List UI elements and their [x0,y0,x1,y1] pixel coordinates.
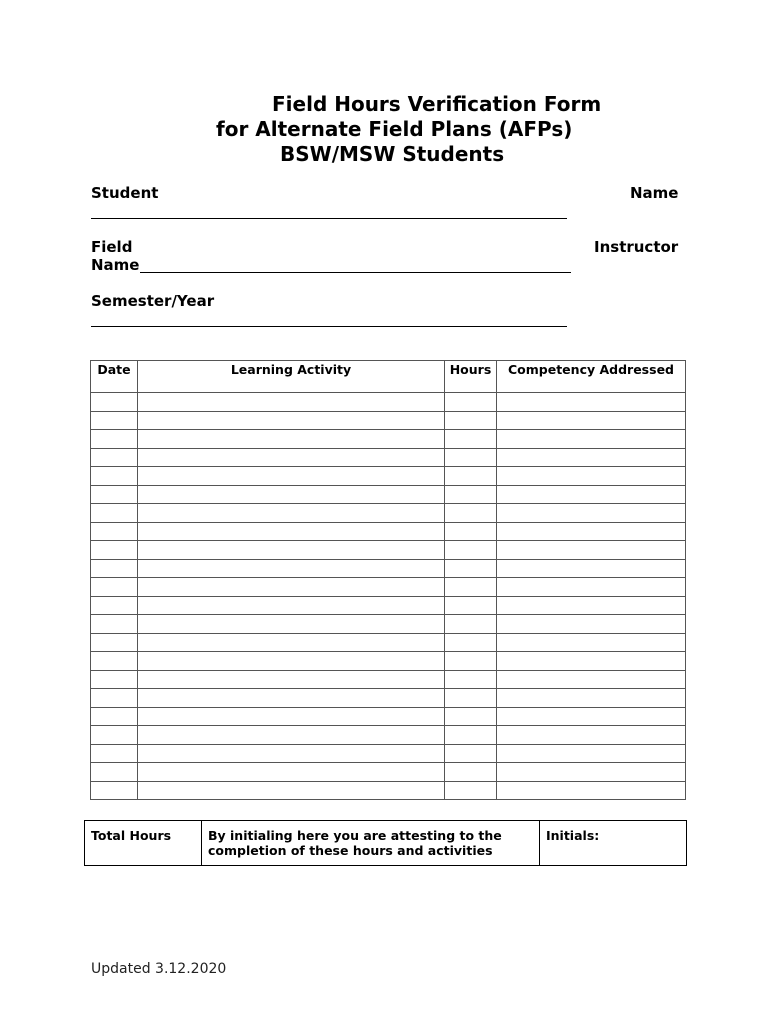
competency-cell[interactable] [497,541,686,560]
learning-activity-cell[interactable] [138,633,445,652]
table-row [91,485,686,504]
instructor-label: Instructor [594,238,679,256]
date-cell[interactable] [91,578,138,597]
date-cell[interactable] [91,541,138,560]
competency-cell[interactable] [497,411,686,430]
hours-cell[interactable] [445,652,497,671]
title-line-2: for Alternate Field Plans (AFPs) [216,117,573,141]
hours-cell[interactable] [445,726,497,745]
competency-cell[interactable] [497,781,686,800]
attestation-text: By initialing here you are attesting to the completion of these hours and activities [202,821,540,866]
title-line-3: BSW/MSW Students [280,142,505,166]
competency-cell[interactable] [497,707,686,726]
table-row [91,467,686,486]
competency-cell[interactable] [497,615,686,634]
date-cell[interactable] [91,430,138,449]
competency-cell[interactable] [497,448,686,467]
competency-cell[interactable] [497,559,686,578]
hours-cell[interactable] [445,522,497,541]
date-cell[interactable] [91,448,138,467]
table-body [91,393,686,800]
table-row [91,448,686,467]
totals-table [84,820,687,866]
learning-activity-cell[interactable] [138,615,445,634]
date-cell[interactable] [91,707,138,726]
hours-cell[interactable] [445,670,497,689]
competency-cell[interactable] [497,467,686,486]
table-row [91,430,686,449]
learning-activity-cell[interactable] [138,541,445,560]
date-cell[interactable] [91,522,138,541]
hours-cell[interactable] [445,781,497,800]
table-row [91,689,686,708]
student-name-line[interactable] [91,218,567,219]
date-cell[interactable] [91,633,138,652]
date-cell[interactable] [91,615,138,634]
competency-cell[interactable] [497,430,686,449]
table-header-row [91,361,686,393]
table-row [91,596,686,615]
table-row [91,781,686,800]
table-row [91,670,686,689]
table-row [91,541,686,560]
name-label: Name [630,184,679,202]
table-row [91,726,686,745]
title-line-1: Field Hours Verification Form [272,92,602,116]
learning-activity-cell[interactable] [138,652,445,671]
learning-activity-cell[interactable] [138,707,445,726]
hours-cell[interactable] [445,430,497,449]
competency-cell[interactable] [497,726,686,745]
total-hours-cell[interactable]: Total Hours [85,821,202,866]
header-date: Date [91,361,138,393]
date-cell[interactable] [91,559,138,578]
learning-activity-cell[interactable] [138,393,445,412]
table-row [91,522,686,541]
date-cell[interactable] [91,485,138,504]
learning-activity-cell[interactable] [138,726,445,745]
hours-cell[interactable] [445,596,497,615]
competency-cell[interactable] [497,596,686,615]
table-row [91,707,686,726]
competency-cell[interactable] [497,633,686,652]
hours-cell[interactable] [445,541,497,560]
hours-cell[interactable] [445,744,497,763]
date-cell[interactable] [91,726,138,745]
learning-activity-cell[interactable] [138,596,445,615]
learning-activity-cell[interactable] [138,485,445,504]
table-row [91,633,686,652]
table-row [91,393,686,412]
date-cell[interactable] [91,411,138,430]
hours-cell[interactable] [445,411,497,430]
hours-log-table [90,360,686,800]
hours-cell[interactable] [445,448,497,467]
table-row [91,504,686,523]
updated-date: Updated 3.12.2020 [91,961,227,977]
date-cell[interactable] [91,652,138,671]
semester-year-label: Semester/Year [91,292,215,310]
learning-activity-cell[interactable] [138,430,445,449]
hours-cell[interactable] [445,467,497,486]
competency-cell[interactable] [497,763,686,782]
competency-cell[interactable] [497,578,686,597]
header-learning-activity: Learning Activity [138,361,445,393]
learning-activity-cell[interactable] [138,670,445,689]
hours-cell[interactable] [445,504,497,523]
table-row [91,763,686,782]
table-row [91,578,686,597]
date-cell[interactable] [91,781,138,800]
learning-activity-cell[interactable] [138,504,445,523]
learning-activity-cell[interactable] [138,781,445,800]
hours-cell[interactable] [445,763,497,782]
date-cell[interactable] [91,744,138,763]
learning-activity-cell[interactable] [138,467,445,486]
table-row [91,744,686,763]
learning-activity-cell[interactable] [138,744,445,763]
competency-cell[interactable] [497,522,686,541]
table-row [91,559,686,578]
table-row [91,615,686,634]
competency-cell[interactable] [497,485,686,504]
learning-activity-cell[interactable] [138,411,445,430]
header-hours: Hours [445,361,497,393]
date-cell[interactable] [91,763,138,782]
student-label: Student [91,184,159,202]
date-cell[interactable] [91,467,138,486]
table-row [91,411,686,430]
competency-cell[interactable] [497,393,686,412]
field-label: Field [91,238,133,256]
table-row [91,652,686,671]
totals-row [85,821,687,866]
learning-activity-cell[interactable] [138,559,445,578]
competency-cell[interactable] [497,504,686,523]
date-cell[interactable] [91,504,138,523]
hours-cell[interactable] [445,707,497,726]
competency-cell[interactable] [497,670,686,689]
date-cell[interactable] [91,670,138,689]
learning-activity-cell[interactable] [138,448,445,467]
field-instructor-name-line[interactable] [140,272,571,273]
learning-activity-cell[interactable] [138,763,445,782]
hours-cell[interactable] [445,615,497,634]
hours-cell[interactable] [445,689,497,708]
hours-cell[interactable] [445,559,497,578]
learning-activity-cell[interactable] [138,522,445,541]
date-cell[interactable] [91,393,138,412]
competency-cell[interactable] [497,689,686,708]
hours-cell[interactable] [445,578,497,597]
hours-cell[interactable] [445,633,497,652]
date-cell[interactable] [91,689,138,708]
date-cell[interactable] [91,596,138,615]
header-competency-addressed: Competency Addressed [497,361,686,393]
initials-cell[interactable]: Initials: [540,821,687,866]
competency-cell[interactable] [497,744,686,763]
competency-cell[interactable] [497,652,686,671]
hours-cell[interactable] [445,393,497,412]
learning-activity-cell[interactable] [138,578,445,597]
field-name-label: Name [91,256,140,274]
hours-cell[interactable] [445,485,497,504]
learning-activity-cell[interactable] [138,689,445,708]
semester-year-line[interactable] [91,326,567,327]
